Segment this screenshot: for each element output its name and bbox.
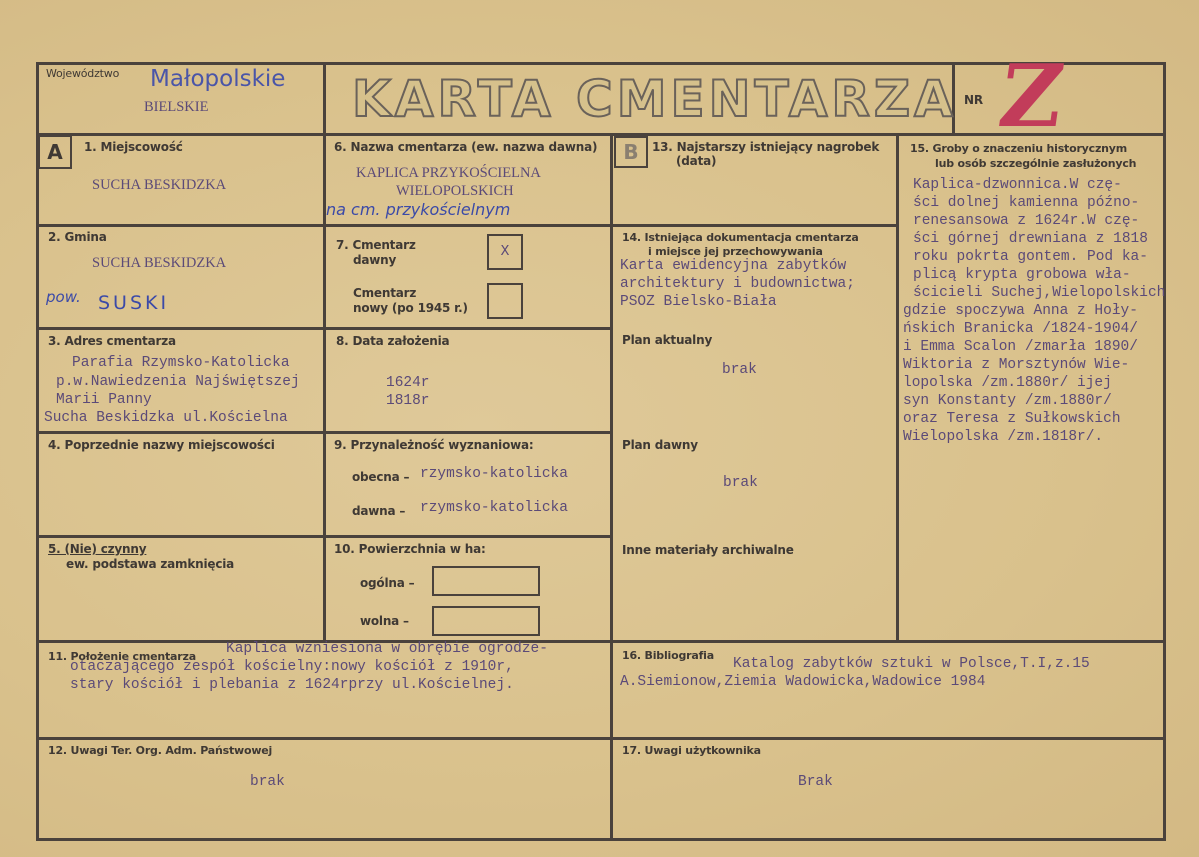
row-line	[323, 224, 611, 227]
other-materials-label: Inne materiały archiwalne	[622, 543, 794, 557]
checkmark-x-icon: X	[500, 244, 510, 260]
field-14-line-2[interactable]: architektury i budownictwa;	[620, 276, 855, 292]
field-10-total-label: ogólna –	[360, 576, 415, 590]
field-8-line-1[interactable]: 1624r	[386, 375, 430, 391]
field-15-line: Kaplica-dzwonnica.W czę-	[913, 177, 1122, 193]
field-16-line-1[interactable]: Katalog zabytków sztuki w Polsce,T.I,z.15	[733, 656, 1090, 672]
field-8-label: 8. Data założenia	[336, 334, 450, 348]
field-11-label: 11. Położenie cmentarza	[48, 650, 196, 663]
plan-current-label: Plan aktualny	[622, 333, 713, 347]
field-4-label: 4. Poprzednie nazwy miejscowości	[48, 438, 275, 452]
row-line	[610, 224, 898, 227]
voivodeship-stamp: Małopolskie	[150, 66, 286, 92]
field-2-hand-prefix: pow.	[46, 288, 81, 306]
field-6-line-1[interactable]: KAPLICA PRZYKOŚCIELNA	[356, 165, 541, 181]
field-14-sublabel: i miejsce jej przechowywania	[648, 245, 823, 258]
field-7-old-label: 7. Cmentarz	[336, 238, 416, 252]
field-15-label: 15. Groby o znaczeniu historycznym	[910, 142, 1128, 155]
field-10-free-label: wolna –	[360, 614, 409, 628]
field-15-text[interactable]	[903, 176, 1166, 446]
field-5-sublabel: ew. podstawa zamknięcia	[66, 557, 235, 571]
field-3-line-1[interactable]: Parafia Rzymsko-Katolicka	[72, 355, 290, 371]
row-line	[36, 640, 1166, 643]
field-17-label: 17. Uwagi użytkownika	[622, 744, 761, 757]
nr-value: Z	[992, 46, 1070, 147]
field-15-line: syn Konstanty /zm.1880r/	[903, 393, 1112, 409]
plan-current-value[interactable]: brak	[722, 362, 757, 378]
field-2-value[interactable]: SUCHA BESKIDZKA	[92, 255, 227, 271]
voivodeship-label: Województwo	[46, 67, 120, 80]
field-7-new-label: Cmentarz	[353, 286, 417, 300]
field-7-new-sublabel: nowy (po 1945 r.)	[353, 301, 468, 315]
plan-old-value[interactable]: brak	[723, 475, 758, 491]
nr-label: NR	[964, 93, 983, 107]
field-9-current-label: obecna –	[352, 470, 410, 484]
row-line	[36, 535, 324, 538]
field-6-hand-note: na cm. przykościelnym	[326, 200, 511, 219]
header-div-1	[323, 62, 326, 136]
field-5-label: 5. (Nie) czynny	[48, 542, 147, 556]
row-line	[36, 737, 1166, 740]
field-12-value[interactable]: brak	[250, 774, 285, 790]
field-15-line: ści górnej drewniana z 1818	[913, 231, 1148, 247]
field-6-label: 6. Nazwa cmentarza (ew. nazwa dawna)	[334, 140, 598, 154]
field-3-label: 3. Adres cmentarza	[48, 334, 176, 348]
field-11-line-3[interactable]: stary kościół i plebania z 1624rprzy ul.Kościelnej.	[70, 677, 514, 693]
field-6-line-2[interactable]: WIELOPOLSKICH	[396, 183, 514, 199]
field-12-label: 12. Uwagi Ter. Org. Adm. Państwowej	[48, 744, 273, 757]
field-1-value[interactable]: SUCHA BESKIDZKA	[92, 177, 227, 193]
row-line	[36, 431, 324, 434]
row-line	[323, 535, 611, 538]
field-15-line: i Emma Scalon /zmarła 1890/	[903, 339, 1138, 355]
frame-left	[36, 62, 39, 841]
field-13-sublabel: (data)	[676, 154, 717, 168]
field-14-label: 14. Istniejąca dokumentacja cmentarza	[622, 231, 859, 244]
field-15-line: ści dolnej kamienna późno-	[913, 195, 1140, 211]
field-3-line-2[interactable]: p.w.Nawiedzenia Najświętszej	[56, 374, 300, 390]
field-15-line: gdzie spoczywa Anna z Hoły-	[903, 303, 1138, 319]
col-div-b	[610, 133, 613, 841]
field-10-free-input[interactable]	[432, 606, 540, 636]
field-7-old-checkbox[interactable]	[487, 234, 523, 270]
field-15-line: roku pokrta gontem. Pod ka-	[913, 249, 1148, 265]
field-11-line-2[interactable]: otaczającego zespół kościelny:nowy kościół z 1910r,	[70, 659, 514, 675]
field-8-line-2[interactable]: 1818r	[386, 393, 430, 409]
plan-old-label: Plan dawny	[622, 438, 698, 452]
field-15-line: Wiktoria z Morsztynów Wie-	[903, 357, 1130, 373]
field-3-line-3[interactable]: Marii Panny	[56, 392, 152, 408]
field-9-former-value[interactable]: rzymsko-katolicka	[420, 500, 568, 516]
field-14-line-3[interactable]: PSOZ Bielsko-Biała	[620, 294, 777, 310]
field-3-line-4[interactable]: Sucha Beskidzka ul.Kościelna	[44, 410, 288, 426]
field-16-line-2[interactable]: A.Siemionow,Ziemia Wadowicka,Wadowice 1984	[620, 674, 986, 690]
field-15-line: renesansowa z 1624r.W czę-	[913, 213, 1140, 229]
field-15-line: oraz Teresa z Sułkowskich	[903, 411, 1121, 427]
field-14-line-1[interactable]: Karta ewidencyjna zabytków	[620, 258, 847, 274]
field-7-new-checkbox[interactable]	[487, 283, 523, 319]
field-1-label: 1. Miejscowość	[84, 140, 183, 154]
field-7-old-sublabel: dawny	[353, 253, 397, 267]
field-15-line: lopolska /zm.1880r/ ijej	[903, 375, 1112, 391]
row-line	[323, 431, 611, 434]
field-17-value[interactable]: Brak	[798, 774, 833, 790]
field-10-label: 10. Powierzchnia w ha:	[334, 542, 486, 556]
field-10-total-input[interactable]	[432, 566, 540, 596]
row-line	[36, 327, 324, 330]
section-b-marker: B	[614, 136, 648, 168]
field-9-current-value[interactable]: rzymsko-katolicka	[420, 466, 568, 482]
field-15-line: plicą krypta grobowa wła-	[913, 267, 1131, 283]
frame-top	[36, 62, 1166, 65]
field-15-line: ścicieli Suchej,Wielopolskich	[913, 285, 1166, 301]
field-13-label: 13. Najstarszy istniejący nagrobek	[652, 140, 880, 154]
field-9-former-label: dawna –	[352, 504, 406, 518]
field-2-label: 2. Gmina	[48, 230, 107, 244]
col-div-c	[896, 133, 899, 641]
card-title: KARTA CMENTARZA	[352, 70, 957, 128]
field-15-line: ńskich Branicka /1824-1904/	[903, 321, 1138, 337]
frame-bottom	[36, 838, 1166, 841]
field-16-label: 16. Bibliografia	[622, 649, 714, 662]
row-line	[323, 327, 611, 330]
field-9-label: 9. Przynależność wyznaniowa:	[334, 438, 534, 452]
row-line	[36, 224, 324, 227]
field-15-line: Wielopolska /zm.1818r/.	[903, 429, 1104, 445]
field-2-hand-value: SUSKI	[98, 292, 170, 314]
field-15-sublabel: lub osób szczególnie zasłużonych	[935, 157, 1137, 170]
section-a-marker: A	[38, 135, 72, 169]
field-11-line-1[interactable]: Kaplica wzniesiona w obrębie ogrodze-	[226, 641, 548, 657]
voivodeship-typed: BIELSKIE	[144, 99, 209, 115]
